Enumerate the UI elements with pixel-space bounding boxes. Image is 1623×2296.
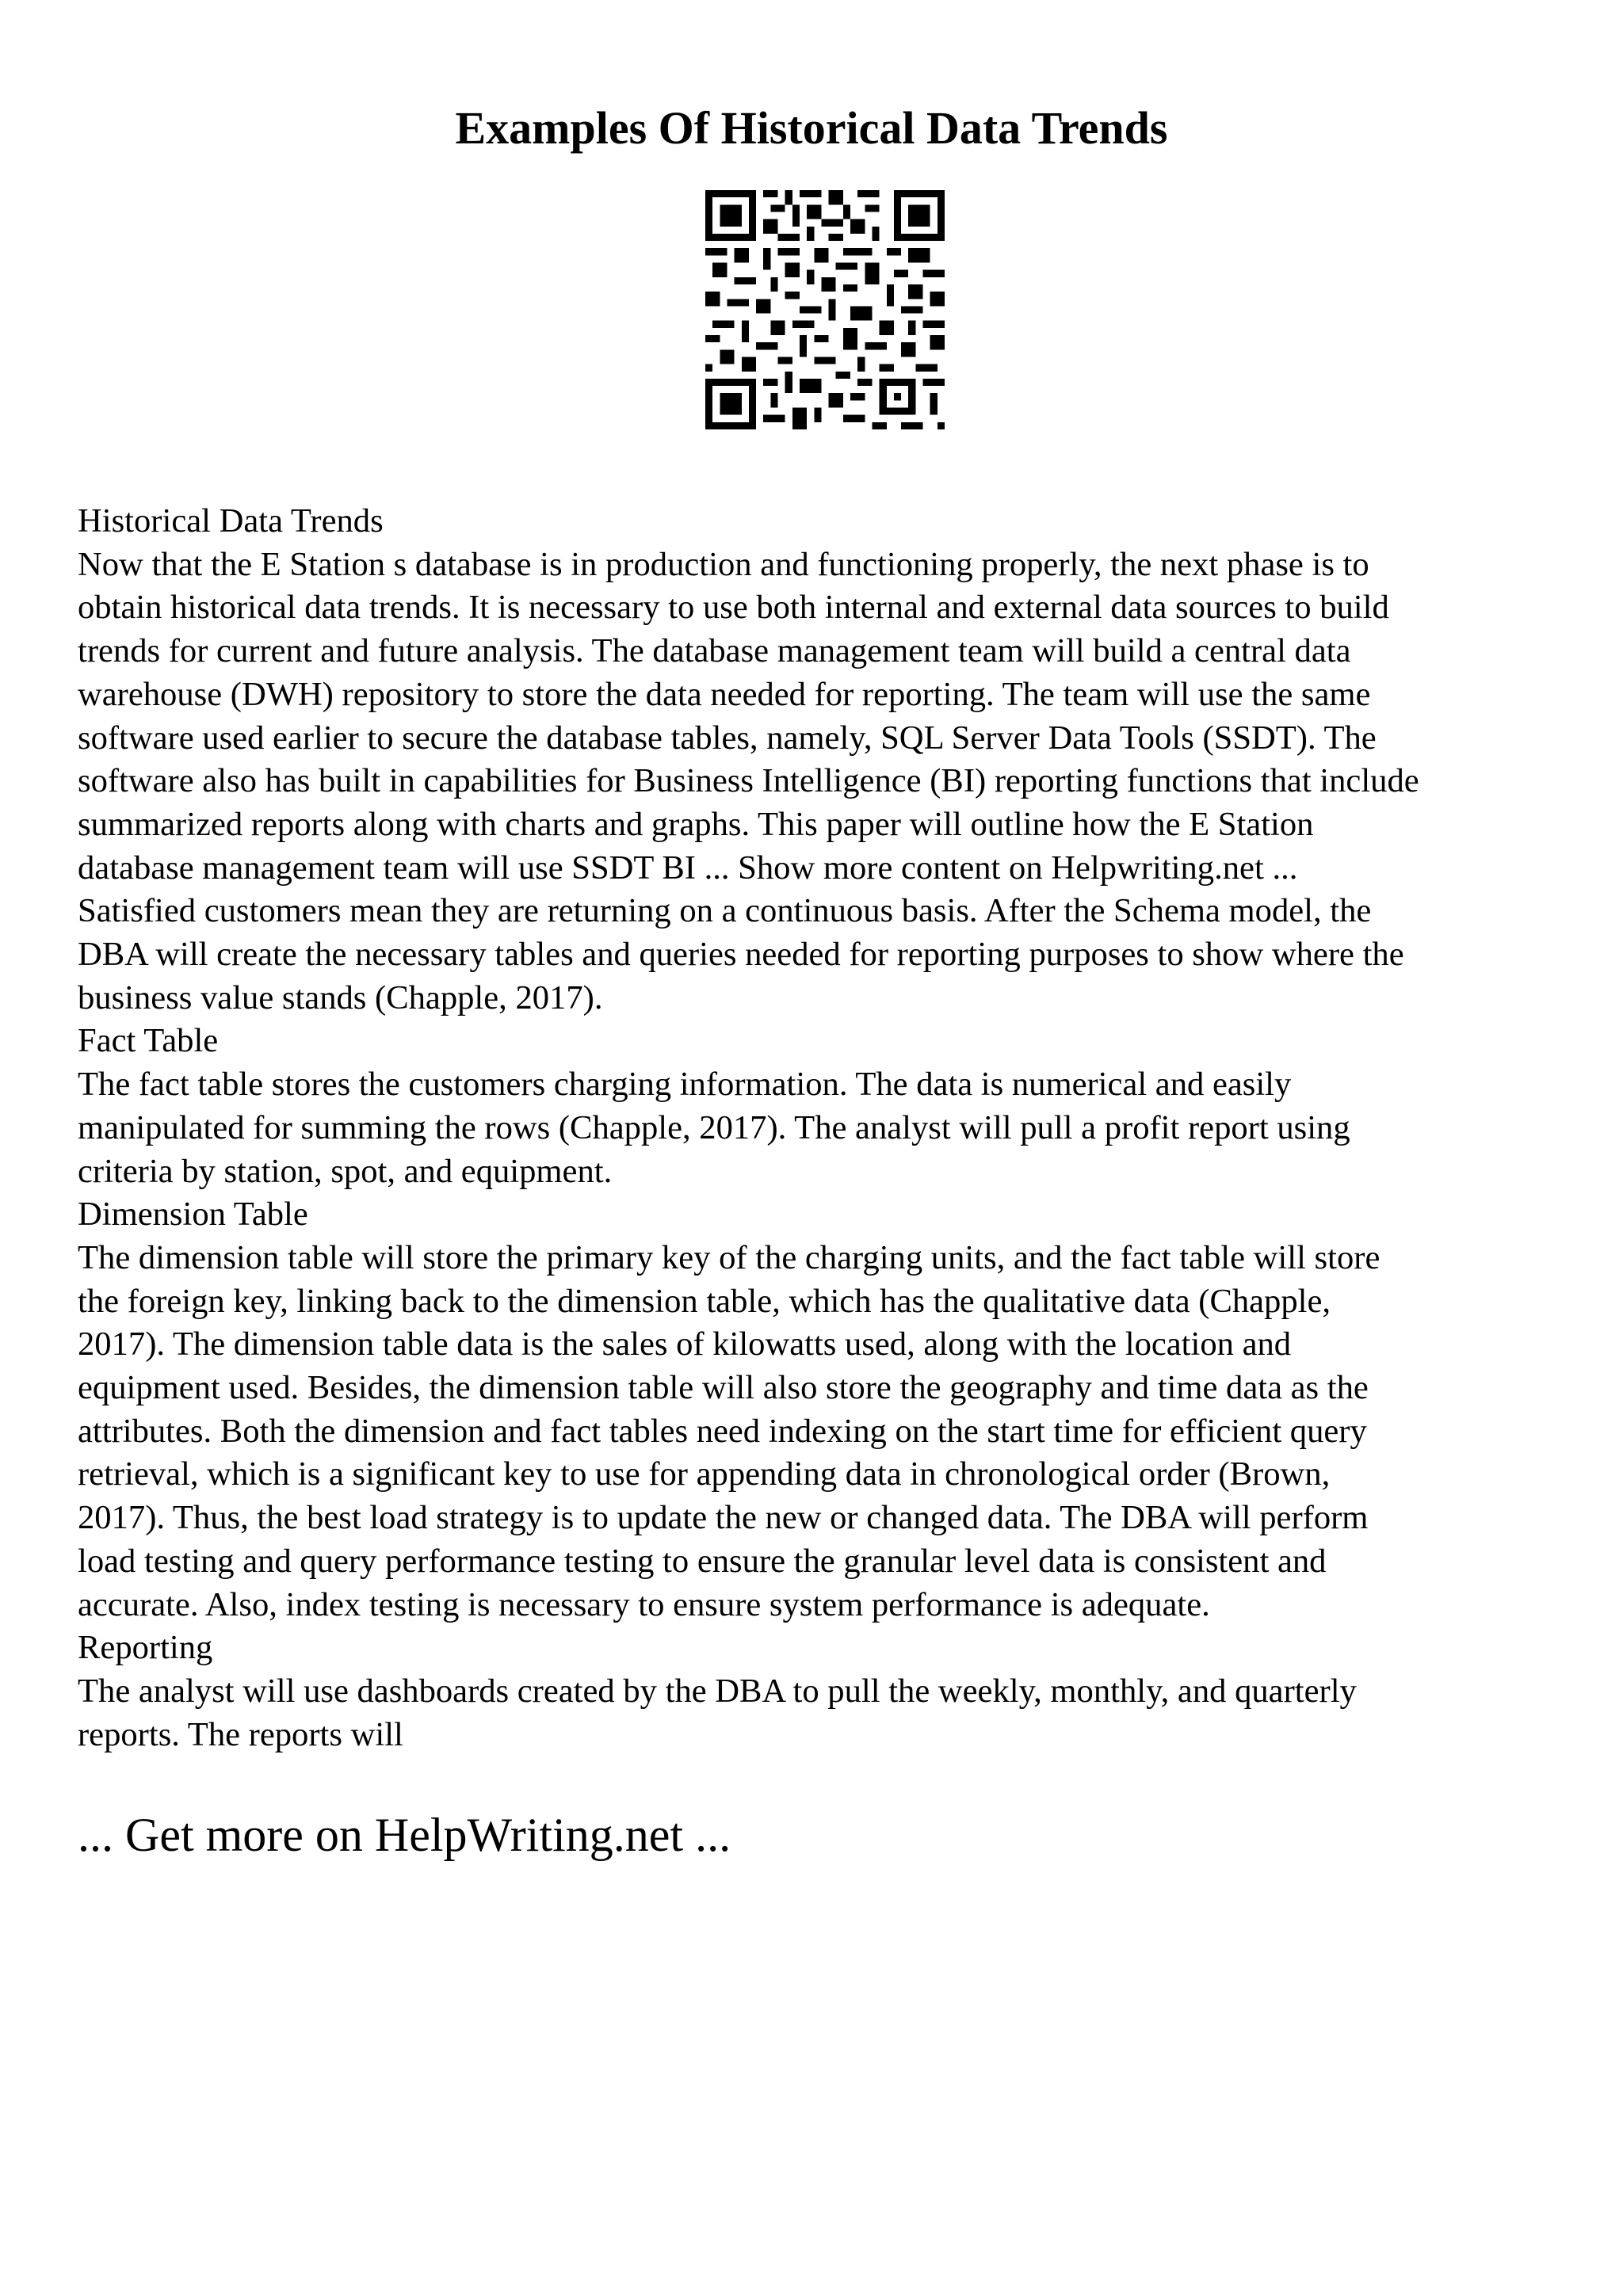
paragraph-line: manipulated for summing the rows (Chapple, 2017). The analyst will pull a profit report using (78, 1108, 1350, 1146)
qr-code-icon (705, 190, 945, 429)
paragraph-line: 2017). The dimension table data is the sales of kilowatts used, along with the location and (78, 1325, 1292, 1363)
get-more-link[interactable]: ... Get more on HelpWriting.net ... (78, 1809, 731, 1861)
paragraph-line: obtain historical data trends. It is necessary to use both internal and external data sources to build (78, 589, 1389, 627)
paragraph-line: business value stands (Chapple, 2017). (78, 978, 603, 1016)
paragraph-line: reports. The reports will (78, 1715, 403, 1753)
page-title: Examples Of Historical Data Trends (455, 102, 1168, 154)
paragraph-line: attributes. Both the dimension and fact tables need indexing on the start time for efficient query (78, 1412, 1367, 1450)
paragraph-line: trends for current and future analysis. The database management team will build a central data (78, 632, 1351, 670)
paragraph-line: warehouse (DWH) repository to store the data needed for reporting. The team will use the same (78, 675, 1371, 713)
section-heading-reporting: Reporting (78, 1629, 213, 1667)
paragraph-line: Satisfied customers mean they are returning on a continuous basis. After the Schema model, the (78, 892, 1372, 930)
paragraph-line: accurate. Also, index testing is necessary to ensure system performance is adequate. (78, 1585, 1210, 1623)
paragraph-line: equipment used. Besides, the dimension table will also store the geography and time data as the (78, 1369, 1369, 1407)
paragraph-line: the foreign key, linking back to the dimension table, which has the qualitative data (Chapple, (78, 1282, 1331, 1320)
paragraph-line: database management team will use SSDT BI ... Show more content on Helpwriting.net ... (78, 849, 1298, 887)
section-heading-dimension-table: Dimension Table (78, 1196, 308, 1234)
paragraph-line: retrieval, which is a significant key to use for appending data in chronological order (Brown, (78, 1455, 1331, 1493)
paragraph-line: The fact table stores the customers charging information. The data is numerical and easily (78, 1066, 1292, 1104)
section-heading-fact-table: Fact Table (78, 1022, 219, 1060)
paragraph-line: 2017). Thus, the best load strategy is to update the new or changed data. The DBA will perform (78, 1499, 1369, 1537)
paragraph-line: load testing and query performance testing to ensure the granular level data is consistent and (78, 1542, 1327, 1580)
paragraph-line: The dimension table will store the primary key of the charging units, and the fact table will store (78, 1238, 1381, 1276)
paragraph-line: Now that the E Station s database is in production and functioning properly, the next phase is to (78, 545, 1369, 583)
paragraph-line: software also has built in capabilities for Business Intelligence (BI) reporting functions that include (78, 762, 1419, 800)
document-body (78, 500, 1568, 1756)
paragraph-line: software used earlier to secure the database tables, namely, SQL Server Data Tools (SSDT). The (78, 719, 1377, 757)
paragraph-line: DBA will create the necessary tables and queries needed for reporting purposes to show where the (78, 936, 1404, 974)
paragraph-line: criteria by station, spot, and equipment. (78, 1152, 613, 1190)
section-heading-historical-data-trends: Historical Data Trends (78, 502, 384, 540)
paragraph-line: The analyst will use dashboards created by the DBA to pull the weekly, monthly, and quarterly (78, 1672, 1357, 1710)
paragraph-line: summarized reports along with charts and graphs. This paper will outline how the E Station (78, 805, 1314, 843)
